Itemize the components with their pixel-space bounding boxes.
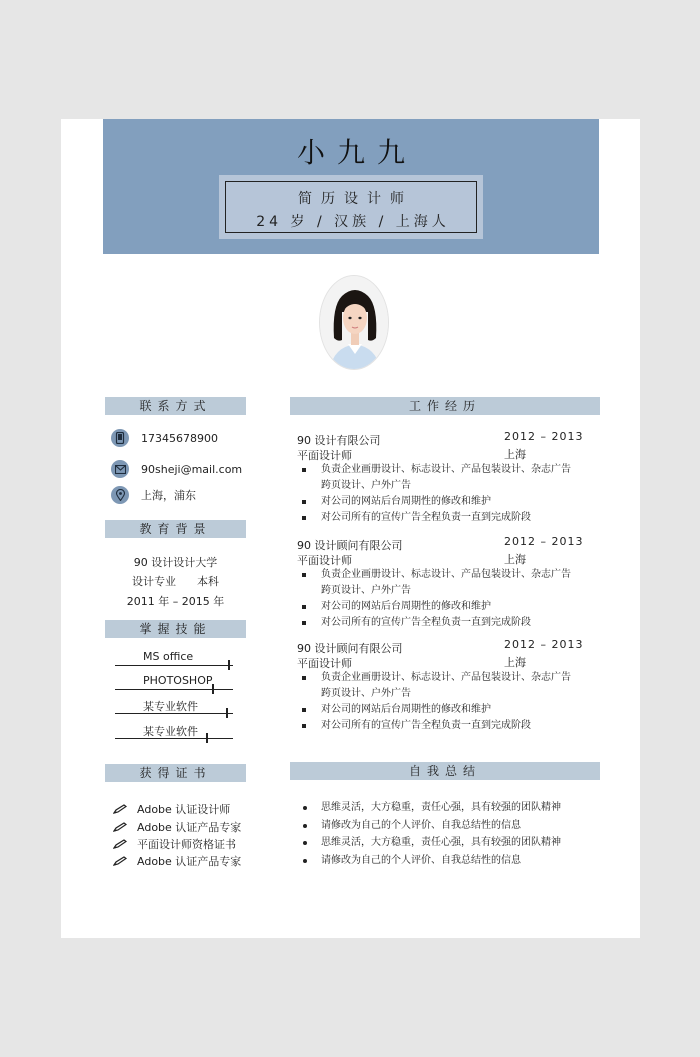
section-work: 工作经历 [290, 397, 600, 415]
job-city: 上海 [504, 448, 526, 461]
pen-icon [113, 804, 127, 814]
cert-item: Adobe 认证设计师 [113, 801, 230, 817]
job-period: 2012 – 2013 [504, 638, 584, 651]
summary-item: 思维灵活，大方稳重，责任心强，具有较强的团队精神 [297, 799, 597, 817]
job-company: 90 设计顾问有限公司 [297, 539, 403, 552]
skill-item [115, 698, 235, 714]
personal-info: 24 岁 / 汉族 / 上海人 [256, 214, 450, 230]
skill-level-marker [212, 684, 214, 694]
cert-item: Adobe 认证产品专家 [113, 853, 241, 869]
job-city: 上海 [504, 553, 526, 566]
summary-item: 请修改为自己的个人评价、自我总结性的信息 [297, 817, 597, 835]
summary-item: 请修改为自己的个人评价、自我总结性的信息 [297, 852, 597, 870]
cert-item: 平面设计师资格证书 [113, 836, 236, 852]
job-duty: 对公司所有的宣传广告全程负责一直到完成阶段 [297, 615, 577, 631]
job-duty: 对公司的网站后台周期性的修改和维护 [297, 494, 577, 510]
skill-track [115, 689, 233, 690]
job-duty: 负责企业画册设计、标志设计、产品包装设计、杂志广告跨页设计、户外广告 [297, 670, 577, 702]
job-company: 90 设计有限公司 [297, 434, 381, 447]
skill-item [115, 723, 235, 739]
job-role: 平面设计师 [297, 554, 352, 567]
pen-icon [113, 839, 127, 849]
skill-label: MS office [143, 650, 194, 663]
contact-location [111, 485, 196, 505]
phone-icon [111, 429, 129, 447]
job-duties [297, 670, 597, 734]
job-period: 2012 – 2013 [504, 535, 584, 548]
skill-level-marker [206, 733, 208, 743]
title-box [219, 175, 483, 239]
job-duty: 对公司所有的宣传广告全程负责一直到完成阶段 [297, 718, 577, 734]
job-city: 上海 [504, 656, 526, 669]
edu-period: 2011 年 – 2015 年 [126, 595, 225, 608]
skill-track [115, 738, 233, 739]
pen-icon [113, 856, 127, 866]
contact-phone [111, 428, 218, 448]
edu-major-degree: 设计专业 本科 [132, 575, 219, 588]
skill-track [115, 665, 233, 666]
job-duties [297, 462, 597, 526]
contact-location-text: 上海，浦东 [141, 489, 196, 502]
job-role: 平面设计师 [297, 449, 352, 462]
job-duty: 负责企业画册设计、标志设计、产品包装设计、杂志广告跨页设计、户外广告 [297, 462, 577, 494]
skill-level-marker [228, 660, 230, 670]
section-skills: 掌握技能 [105, 620, 246, 638]
section-education: 教育背景 [105, 520, 246, 538]
job-duty: 对公司所有的宣传广告全程负责一直到完成阶段 [297, 510, 577, 526]
job-company: 90 设计顾问有限公司 [297, 642, 403, 655]
section-summary: 自我总结 [290, 762, 600, 780]
summary-item: 思维灵活，大方稳重，责任心强，具有较强的团队精神 [297, 834, 597, 852]
job-duties [297, 567, 597, 631]
portrait-illustration [320, 276, 389, 370]
pen-icon [113, 822, 127, 832]
section-certificates: 获得证书 [105, 764, 246, 782]
contact-email [111, 459, 242, 479]
person-name: 小九九 [296, 136, 417, 169]
summary-list [297, 799, 597, 869]
job-duty: 负责企业画册设计、标志设计、产品包装设计、杂志广告跨页设计、户外广告 [297, 567, 577, 599]
skill-level-marker [226, 708, 228, 718]
location-icon [111, 486, 129, 504]
job-duty: 对公司的网站后台周期性的修改和维护 [297, 599, 577, 615]
profile-photo [319, 275, 389, 370]
job-duty: 对公司的网站后台周期性的修改和维护 [297, 702, 577, 718]
job-period: 2012 – 2013 [504, 430, 584, 443]
edu-school: 90 设计设计大学 [133, 556, 218, 569]
contact-phone-text: 17345678900 [141, 431, 218, 445]
skill-label: 某专业软件 [143, 700, 198, 713]
resume-header [103, 119, 599, 254]
resume-page [61, 119, 640, 938]
contact-email-text: 90sheji@mail.com [141, 462, 243, 476]
cert-item: Adobe 认证产品专家 [113, 819, 241, 835]
skill-item [115, 650, 235, 663]
skill-label: 某专业软件 [143, 725, 198, 738]
skill-track [115, 713, 233, 714]
skill-label: PHOTOSHOP [143, 674, 213, 687]
section-contact: 联系方式 [105, 397, 246, 415]
job-title: 简历设计师 [298, 191, 413, 207]
job-role: 平面设计师 [297, 657, 352, 670]
mail-icon [111, 460, 129, 478]
skill-item [115, 674, 235, 687]
